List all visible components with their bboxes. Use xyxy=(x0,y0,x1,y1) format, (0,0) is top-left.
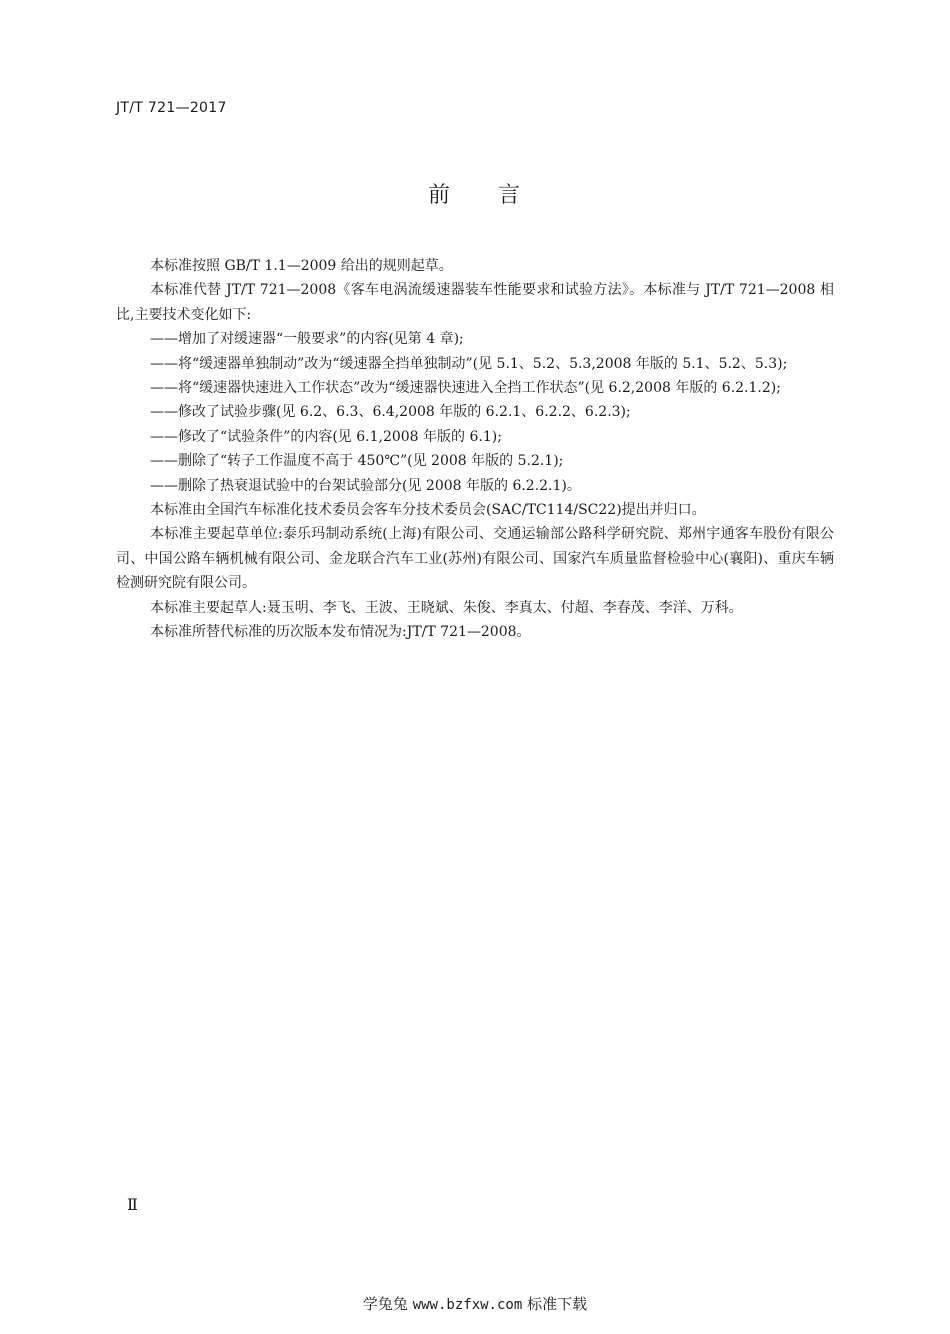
standard-code-header: JT/T 721—2017 xyxy=(116,100,227,116)
change-item: ——增加了对缓速器“一般要求”的内容(见第 4 章); xyxy=(150,331,464,348)
page-title xyxy=(0,178,950,209)
title-char-2: 言 xyxy=(498,183,523,208)
paragraph-drafters: 本标准主要起草人:聂玉明、李飞、王波、王晓斌、朱俊、李真太、付超、李春茂、李洋、万科。 xyxy=(150,599,743,616)
change-item: ——删除了“转子工作温度不高于 450℃”(见 2008 年版的 5.2.1); xyxy=(150,453,564,470)
watermark-tagline: 标准下载 xyxy=(527,1295,588,1313)
watermark-site-name: 学兔兔 xyxy=(362,1295,408,1313)
title-char-1: 前 xyxy=(427,183,452,208)
paragraph-drafting-rules: 本标准按照 GB/T 1.1—2009 给出的规则起草。 xyxy=(150,258,453,274)
foreword-body xyxy=(116,254,834,645)
watermark-url: www.bzfxw.com xyxy=(412,1297,523,1313)
change-item: ——修改了试验步骤(见 6.2、6.3、6.4,2008 年版的 6.2.1、6.2.2、6.2.3); xyxy=(150,404,631,421)
paragraph-version-history: 本标准所替代标准的历次版本发布情况为:JT/T 721—2008。 xyxy=(150,624,531,641)
paragraph-drafting-units: 本标准主要起草单位:泰乐玛制动系统(上海)有限公司、交通运输部公路科学研究院、郑州宇通客车股份有限公司、中国公路车辆机械有限公司、金龙联合汽车工业(苏州)有限公司、国家汽车质量监督检验中心(襄阳)、重庆车辆检测研究院有限公司。 xyxy=(116,526,834,592)
page-number: Ⅱ xyxy=(127,1195,138,1214)
change-item: ——删除了热衰退试验中的台架试验部分(见 2008 年版的 6.2.2.1)。 xyxy=(150,477,581,494)
change-item: ——将“缓速器单独制动”改为“缓速器全挡单独制动”(见 5.1、5.2、5.3,2008 年版的 5.1、5.2、5.3); xyxy=(150,355,788,372)
paragraph-proposer: 本标准由全国汽车标准化技术委员会客车分技术委员会(SAC/TC114/SC22)提出并归口。 xyxy=(150,502,706,519)
change-item: ——修改了“试验条件”的内容(见 6.1,2008 年版的 6.1); xyxy=(150,428,502,445)
paragraph-replacement: 本标准代替 JT/T 721—2008《客车电涡流缓速器装车性能要求和试验方法》。本标准与 JT/T 721—2008 相比,主要技术变化如下: xyxy=(116,282,834,323)
change-item: ——将“缓速器快速进入工作状态”改为“缓速器快速进入全挡工作状态”(见 6.2,2008 年版的 6.2.1.2); xyxy=(150,380,781,397)
watermark xyxy=(0,1293,950,1314)
